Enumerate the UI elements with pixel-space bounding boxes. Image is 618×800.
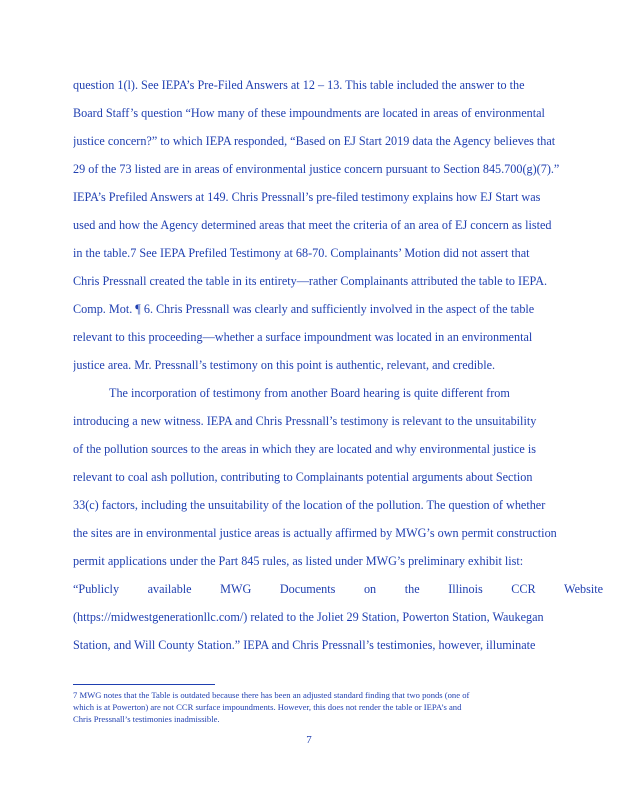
body-line: relevant to coal ash pollution, contributing to Complainants potential arguments about Section: [73, 470, 533, 484]
footnote-line: Chris Pressnall’s testimonies inadmissible.: [73, 714, 220, 724]
body-line: 29 of the 73 listed are in areas of environmental justice concern pursuant to Section 845.700(g)(7).”: [73, 162, 560, 176]
body-line-justified: “Publicly available MWG Documents on the Illinois CCR Website: [73, 582, 603, 596]
body-line: introducing a new witness. IEPA and Chris Pressnall’s testimony is relevant to the unsuitability: [73, 414, 537, 428]
body-line: (https://midwestgenerationllc.com/) related to the Joliet 29 Station, Powerton Station, Waukegan: [73, 610, 544, 624]
body-line: Chris Pressnall created the table in its entirety—rather Complainants attributed the table to IEPA.: [73, 274, 548, 288]
body-line: permit applications under the Part 845 rules, as listed under MWG’s preliminary exhibit list:: [73, 554, 524, 568]
body-line: 33(c) factors, including the unsuitability of the location of the pollution. The question of whether: [73, 498, 546, 512]
footnote: [73, 689, 543, 725]
body-line: justice area. Mr. Pressnall’s testimony on this point is authentic, relevant, and credible.: [73, 358, 496, 372]
body-line: the sites are in environmental justice areas is actually affirmed by MWG’s own permit construction: [73, 526, 557, 540]
body-line: used and how the Agency determined areas that meet the criteria of an area of EJ concern as listed: [73, 218, 552, 232]
body-line: in the table.7 See IEPA Prefiled Testimony at 68-70. Complainants’ Motion did not assert that: [73, 246, 530, 260]
body-line: Board Staff’s question “How many of these impoundments are located in areas of environmental: [73, 106, 545, 120]
body-line: Comp. Mot. ¶ 6. Chris Pressnall was clearly and sufficiently involved in the aspect of the table: [73, 302, 535, 316]
body-line: Station, and Will County Station.” IEPA and Chris Pressnall’s testimonies, however, illuminate: [73, 638, 536, 652]
body-line: justice concern?” to which IEPA responded, “Based on EJ Start 2019 data the Agency believes that: [73, 134, 556, 148]
footnote-line: which is at Powerton) are not CCR surface impoundments. However, this does not render the table or IEPA’s and: [73, 702, 462, 712]
body-line: IEPA’s Prefiled Answers at 149. Chris Pressnall’s pre-filed testimony explains how EJ Start was: [73, 190, 541, 204]
paragraph-first-line: The incorporation of testimony from another Board hearing is quite different from: [109, 386, 510, 400]
body-line: of the pollution sources to the areas in which they are located and why environmental justice is: [73, 442, 536, 456]
page-number: 7: [306, 734, 312, 746]
body-text: [73, 71, 603, 659]
body-line: relevant to this proceeding—whether a surface impoundment was located in an environmental: [73, 330, 533, 344]
body-line: question 1(l). See IEPA’s Pre-Filed Answers at 12 – 13. This table included the answer to the: [73, 78, 525, 92]
footnote-line: 7 MWG notes that the Table is outdated because there has been an adjusted standard finding that two ponds (one of: [73, 690, 470, 700]
footnote-separator: [73, 684, 215, 685]
